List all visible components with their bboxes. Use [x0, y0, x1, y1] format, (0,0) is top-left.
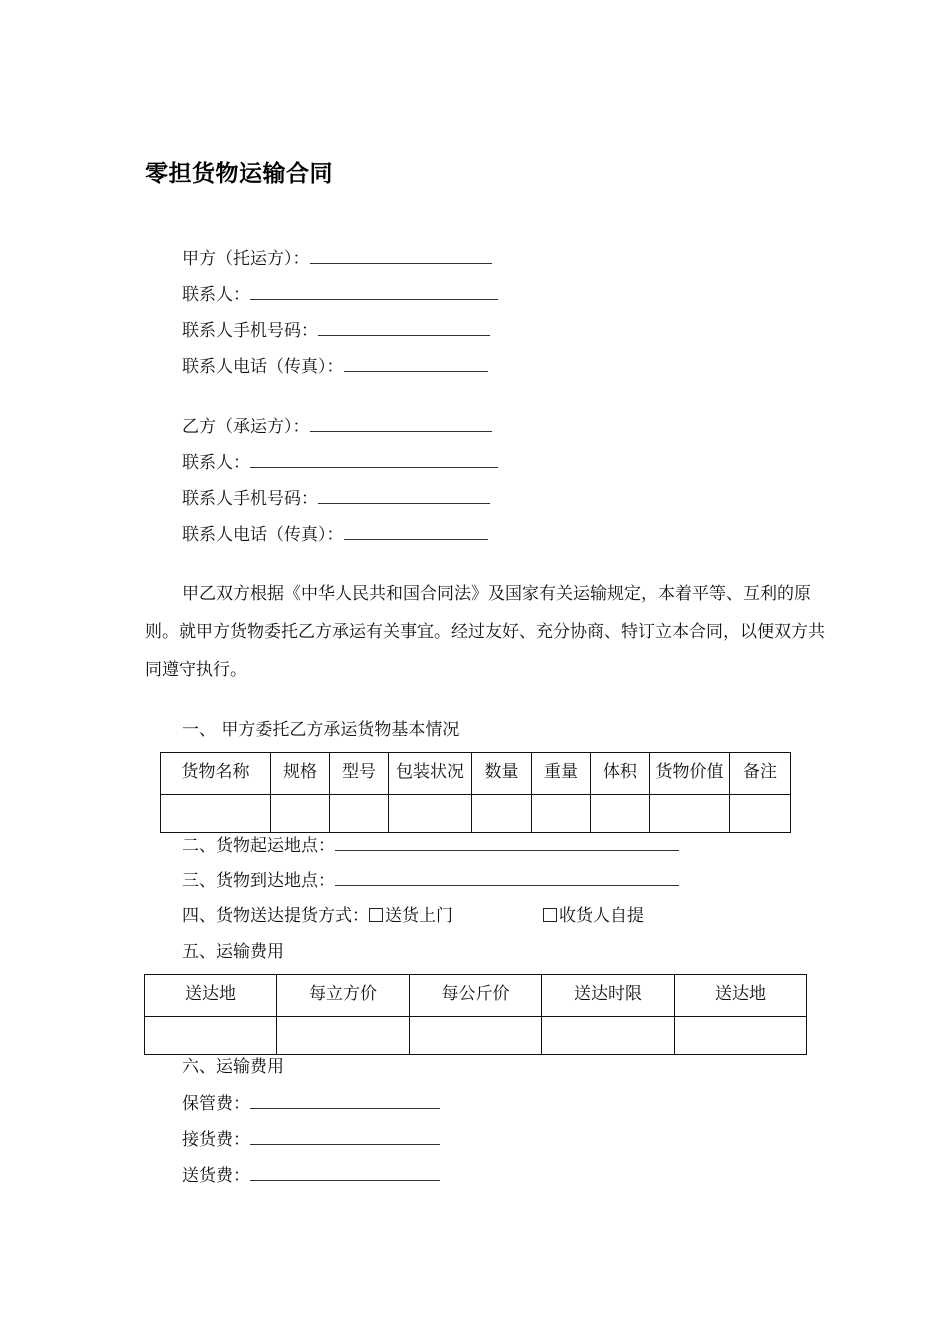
party-a-contact-blank[interactable]: [250, 285, 498, 300]
table-cell[interactable]: [472, 795, 532, 833]
delivery-fee-label: 送货费：: [182, 1166, 250, 1186]
party-a-phone-blank[interactable]: [344, 357, 488, 372]
party-b-name-label: 乙方（承运方）：: [182, 417, 310, 437]
party-a-name-line: [182, 247, 492, 271]
party-a-contact-label: 联系人：: [182, 285, 250, 305]
delivery-fee-line: [182, 1164, 440, 1188]
table-cell[interactable]: [277, 1017, 410, 1055]
party-b-name-line: [182, 415, 492, 439]
storage-fee-blank[interactable]: [250, 1094, 440, 1109]
origin-line: [182, 834, 679, 858]
table-cell[interactable]: [410, 1017, 542, 1055]
column-header: 备注: [730, 753, 791, 795]
table-cell[interactable]: [650, 795, 730, 833]
party-a-name-blank[interactable]: [310, 249, 492, 264]
freight-rate-table: [144, 974, 807, 1055]
party-a-contact-line: [182, 283, 498, 307]
party-a-mobile-line: [182, 319, 490, 343]
table-cell[interactable]: [730, 795, 791, 833]
table-cell[interactable]: [389, 795, 472, 833]
column-header: 货物价值: [650, 753, 730, 795]
delivery-method-line: [182, 904, 644, 928]
party-b-phone-line: [182, 523, 488, 547]
delivery-fee-blank[interactable]: [250, 1166, 440, 1181]
table-cell[interactable]: [145, 1017, 277, 1055]
destination-label: 三、货物到达地点：: [182, 871, 335, 891]
self-pickup-option: 收货人自提: [559, 906, 644, 926]
storage-fee-line: [182, 1092, 440, 1116]
table-cell[interactable]: [542, 1017, 675, 1055]
party-a-phone-line: [182, 355, 488, 379]
party-b-phone-label: 联系人电话（传真）：: [182, 525, 344, 545]
table-cell[interactable]: [532, 795, 591, 833]
column-header: 规格: [271, 753, 330, 795]
door-delivery-option: 送货上门: [385, 906, 453, 926]
delivery-method-label: 四、货物送达提货方式：: [182, 906, 369, 926]
party-a-mobile-label: 联系人手机号码：: [182, 321, 318, 341]
column-header: 每立方价: [277, 975, 410, 1017]
table-cell[interactable]: [675, 1017, 807, 1055]
party-b-phone-blank[interactable]: [344, 525, 488, 540]
section5-heading: 五、运输费用: [182, 942, 284, 962]
party-b-mobile-line: [182, 487, 490, 511]
table-header-row: [145, 975, 807, 1017]
pickup-fee-label: 接货费：: [182, 1130, 250, 1150]
pickup-fee-line: [182, 1128, 440, 1152]
origin-label: 二、货物起运地点：: [182, 836, 335, 856]
column-header: 体积: [591, 753, 650, 795]
table-header-row: [161, 753, 791, 795]
party-b-contact-line: [182, 451, 498, 475]
party-b-mobile-label: 联系人手机号码：: [182, 489, 318, 509]
table-cell[interactable]: [591, 795, 650, 833]
table-cell[interactable]: [271, 795, 330, 833]
destination-blank[interactable]: [335, 871, 679, 886]
door-delivery-checkbox[interactable]: [369, 908, 383, 922]
section1-heading: 一、 甲方委托乙方承运货物基本情况: [182, 720, 460, 740]
column-header: 重量: [532, 753, 591, 795]
party-a-name-label: 甲方（托运方）：: [182, 249, 310, 269]
origin-blank[interactable]: [335, 836, 679, 851]
table-row: [145, 1017, 807, 1055]
column-header: 包装状况: [389, 753, 472, 795]
column-header: 型号: [330, 753, 389, 795]
party-b-mobile-blank[interactable]: [318, 489, 490, 504]
column-header: 每公斤价: [410, 975, 542, 1017]
column-header: 送达时限: [542, 975, 675, 1017]
column-header: 货物名称: [161, 753, 271, 795]
intro-paragraph: 甲乙双方根据《中华人民共和国合同法》及国家有关运输规定，本着平等、互利的原则。就甲方货物委托乙方承运有关事宜。经过友好、充分协商、特订立本合同，以便双方共同遵守执行。: [145, 584, 825, 680]
party-a-phone-label: 联系人电话（传真）：: [182, 357, 344, 377]
goods-info-table: [160, 752, 791, 833]
party-b-contact-label: 联系人：: [182, 453, 250, 473]
column-header: 送达地: [675, 975, 807, 1017]
document-title: 零担货物运输合同: [145, 161, 333, 187]
self-pickup-checkbox[interactable]: [543, 908, 557, 922]
pickup-fee-blank[interactable]: [250, 1130, 440, 1145]
destination-line: [182, 869, 679, 893]
column-header: 送达地: [145, 975, 277, 1017]
table-cell[interactable]: [161, 795, 271, 833]
section6-heading: 六、运输费用: [182, 1057, 284, 1077]
table-row: [161, 795, 791, 833]
storage-fee-label: 保管费：: [182, 1094, 250, 1114]
party-a-mobile-blank[interactable]: [318, 321, 490, 336]
table-cell[interactable]: [330, 795, 389, 833]
party-b-name-blank[interactable]: [310, 417, 492, 432]
party-b-contact-blank[interactable]: [250, 453, 498, 468]
column-header: 数量: [472, 753, 532, 795]
